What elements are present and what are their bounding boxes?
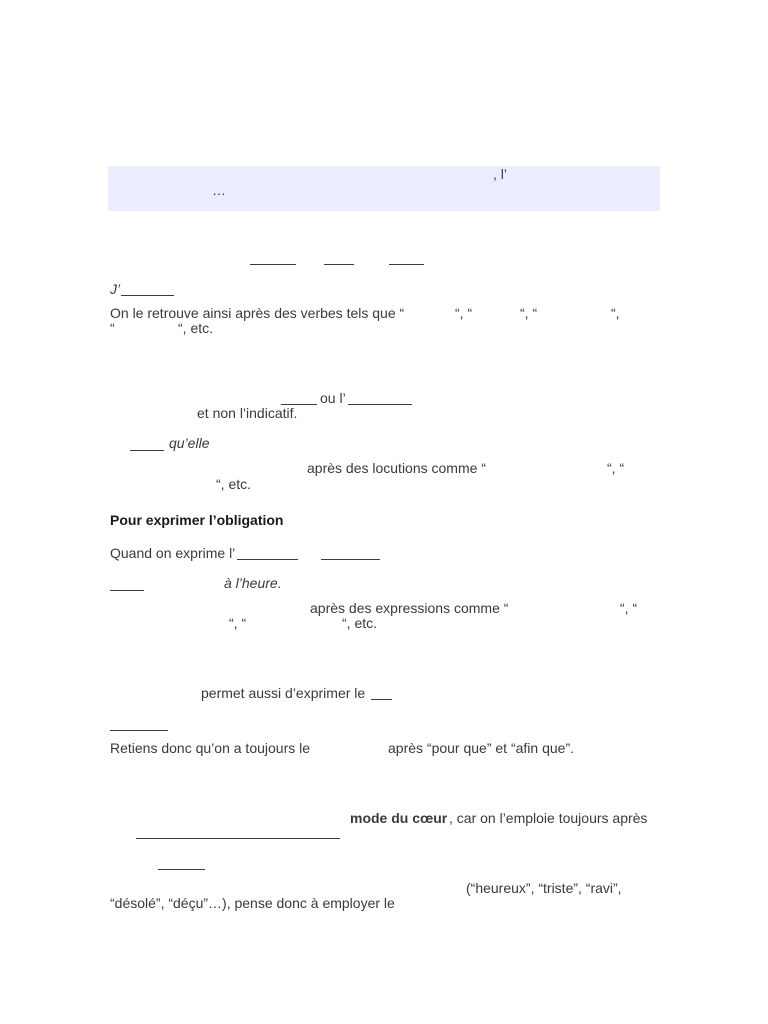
quote-separator: “, “: [520, 305, 538, 321]
desole-line-text: “désolé”, “déçu”…), pense donc à employer le: [110, 895, 395, 911]
fill-blank[interactable]: [130, 450, 164, 451]
etc-text: “, etc.: [342, 615, 378, 631]
verbs-sentence: On le retrouve ainsi après des verbes tels que “: [110, 305, 405, 321]
fill-blank[interactable]: [237, 559, 298, 560]
fill-blank[interactable]: [110, 590, 144, 591]
quote-open: “: [110, 320, 115, 336]
quote-separator: “, “: [229, 615, 247, 631]
fill-blank[interactable]: [389, 264, 424, 265]
a-l-heure-text: à l’heure.: [224, 575, 282, 591]
fill-blank[interactable]: [158, 869, 205, 870]
quote-separator: “, “: [607, 460, 625, 476]
ou-l-text: ou l’: [320, 390, 346, 406]
retiens-text: Retiens donc qu’on a toujours le: [110, 740, 311, 756]
quote-separator: “, “: [620, 600, 638, 616]
fill-blank[interactable]: [121, 295, 174, 296]
fill-blank[interactable]: [110, 730, 168, 731]
fill-blank[interactable]: [348, 404, 412, 405]
section-heading: Pour exprimer l’obligation: [110, 512, 284, 528]
fill-blank[interactable]: [250, 264, 296, 265]
after-expressions-text: après des expressions comme “: [310, 600, 509, 616]
quote-separator: “, “: [455, 305, 473, 321]
j-prefix: J’: [110, 281, 121, 297]
fill-blank[interactable]: [324, 264, 354, 265]
highlight-banner: [108, 166, 660, 211]
after-locutions-text: après des locutions comme “: [307, 460, 486, 476]
quote-separator: “,: [611, 305, 620, 321]
fill-blank[interactable]: [321, 559, 380, 560]
car-on-emploie-text: , car on l’emploie toujours après: [449, 810, 648, 826]
etc-text: “, etc.: [216, 476, 252, 492]
banner-fragment-1: , l’: [493, 166, 507, 182]
etc-text: “, etc.: [178, 320, 214, 336]
not-indicative-text: et non l’indicatif.: [197, 405, 298, 421]
banner-fragment-2: …: [212, 182, 226, 198]
qu-elle-text: qu’elle: [169, 435, 210, 451]
quand-on-exprime-text: Quand on exprime l’: [110, 545, 236, 561]
apres-pour-que-text: après “pour que” et “afin que”.: [388, 740, 574, 756]
permet-aussi-text: permet aussi d’exprimer le: [201, 685, 366, 701]
fill-blank[interactable]: [136, 838, 340, 839]
fill-blank[interactable]: [371, 699, 392, 700]
mode-du-coeur-text: mode du cœur: [350, 810, 448, 826]
emotions-text: (“heureux”, “triste”, “ravi”,: [466, 880, 622, 896]
